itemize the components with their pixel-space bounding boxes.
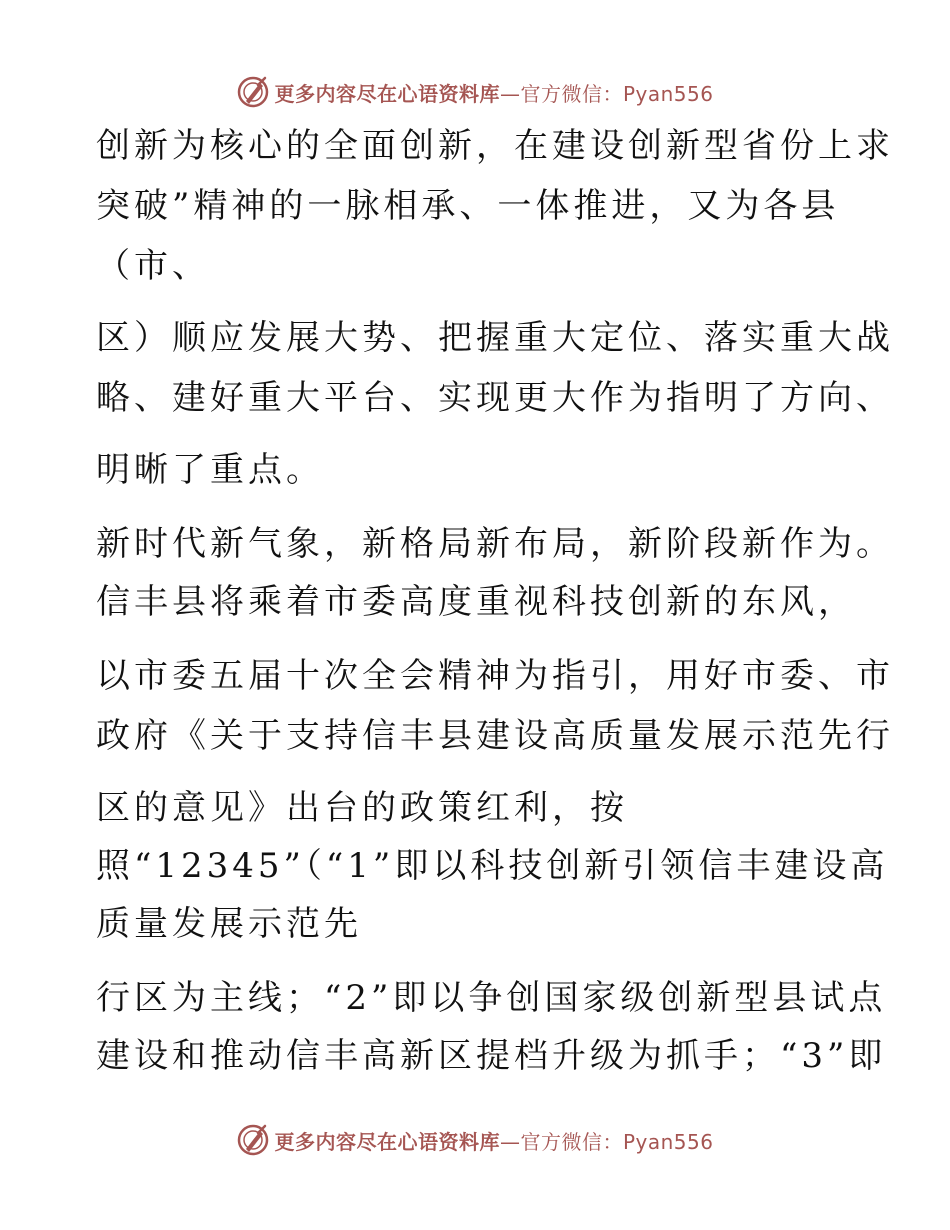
text-line: 创新为核心的全面创新，在建设创新型省份上求 — [96, 126, 894, 166]
header-banner-wechat: —官方微信：Pyan556 — [499, 81, 714, 106]
header-banner-title: 更多内容尽在心语资料库 — [274, 81, 500, 106]
footer-banner — [0, 1120, 950, 1160]
text-line: 质量发展示范先 — [96, 904, 362, 944]
text-line: 明晰了重点。 — [96, 450, 324, 490]
text-line: 行区为主线；“2”即以争创国家级创新型县试点 — [96, 978, 887, 1018]
header-banner — [0, 72, 950, 112]
text-line: 以市委五届十次全会精神为指引，用好市委、市 — [96, 656, 894, 696]
footer-banner-wechat: —官方微信：Pyan556 — [499, 1129, 714, 1154]
text-line: 区的意见》出台的政策红利，按 — [96, 788, 628, 828]
footer-banner-title: 更多内容尽在心语资料库 — [274, 1129, 500, 1154]
text-line: 建设和推动信丰高新区提档升级为抓手；“3”即 — [96, 1036, 887, 1076]
text-line: 照“12345”（“1”即以科技创新引领信丰建设高 — [96, 846, 889, 886]
text-line: 信丰县将乘着市委高度重视科技创新的东风， — [96, 582, 856, 622]
text-line: 新时代新气象，新格局新布局，新阶段新作为。 — [96, 524, 894, 564]
text-line: 略、建好重大平台、实现更大作为指明了方向、 — [96, 378, 894, 418]
pen-logo-icon — [236, 75, 270, 109]
text-line: 区）顺应发展大势、把握重大定位、落实重大战 — [96, 318, 894, 358]
text-line: （市、 — [96, 246, 210, 286]
text-line: 突破”精神的一脉相承、一体推进，又为各县 — [96, 186, 840, 226]
pen-logo-icon — [236, 1123, 270, 1157]
text-line: 政府《关于支持信丰县建设高质量发展示范先行 — [96, 716, 894, 756]
